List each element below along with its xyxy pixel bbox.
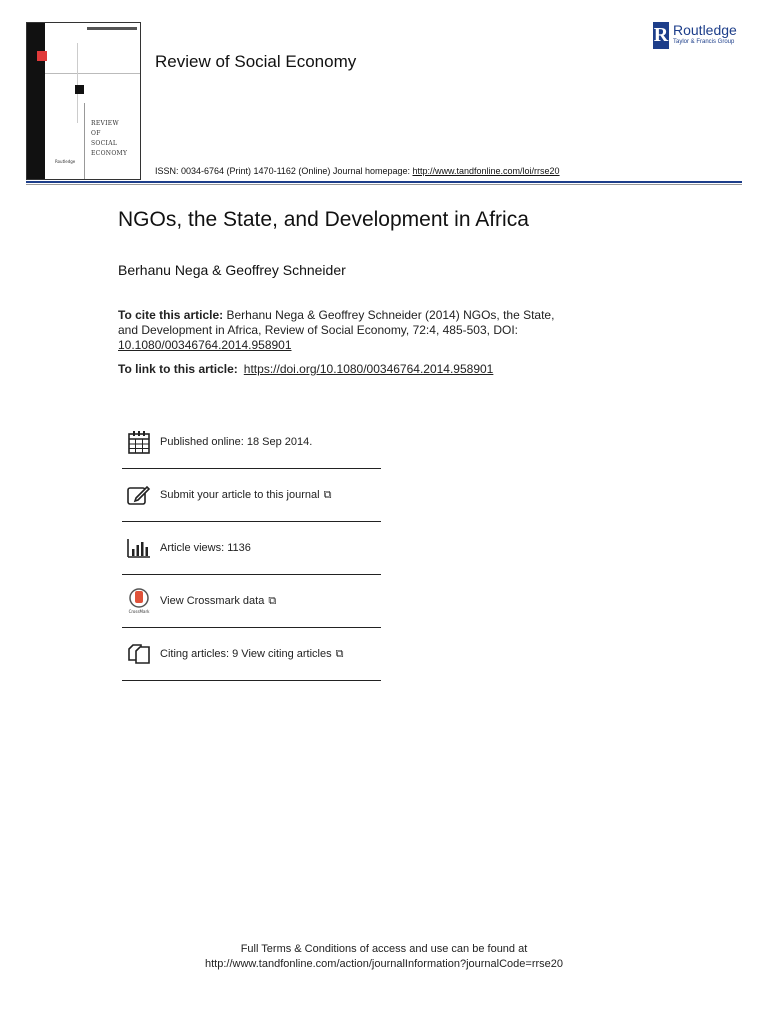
cover-horizontal-line [45, 73, 140, 74]
article-title: NGOs, the State, and Development in Africa [118, 208, 529, 231]
issn-line [155, 166, 560, 176]
crossmark-link[interactable]: View Crossmark data ⧉ [160, 594, 277, 607]
routledge-r-icon: R [653, 22, 669, 49]
journal-cover-image [26, 22, 141, 180]
routledge-logo [653, 22, 737, 49]
external-link-icon: ⧉ [323, 488, 332, 501]
footer-terms [0, 942, 768, 972]
edit-icon [127, 483, 151, 507]
cover-publisher: Routledge [55, 159, 76, 164]
issn-text: ISSN: 0034-6764 (Print) 1470-1162 (Online) Journal homepage: [155, 166, 413, 176]
journal-homepage-link[interactable]: http://www.tandfonline.com/loi/rrse20 [412, 166, 560, 176]
submit-article-link[interactable]: Submit your article to this journal ⧉ [160, 488, 332, 501]
cover-black-band [27, 23, 45, 179]
cover-black-square [75, 85, 84, 94]
citing-articles-link[interactable]: Citing articles: 9 View citing articles ⧉ [160, 647, 344, 660]
submit-article-row[interactable] [122, 469, 381, 522]
article-link-line [118, 362, 493, 376]
article-views-row [122, 522, 381, 575]
header-rule [26, 181, 742, 183]
published-online-row [122, 416, 381, 469]
external-link-icon: ⧉ [335, 647, 344, 660]
cite-doi-link[interactable]: 10.1080/00346764.2014.958901 [118, 338, 292, 352]
crossmark-row[interactable] [122, 575, 381, 628]
link-label: To link to this article: [118, 362, 238, 376]
logo-name: Routledge [673, 22, 737, 38]
calendar-icon [127, 430, 151, 454]
footer-terms-link[interactable]: http://www.tandfonline.com/action/journalInformation?journalCode=rrse20 [204, 958, 563, 970]
cite-label: To cite this article: [118, 308, 224, 322]
article-views-label: Article views: 1136 [160, 542, 251, 554]
citation-block [118, 308, 568, 353]
article-doi-link[interactable]: https://doi.org/10.1080/00346764.2014.958901 [243, 362, 494, 376]
cover-divider [84, 103, 85, 179]
cover-vertical-line [77, 43, 78, 123]
external-link-icon: ⧉ [268, 594, 277, 607]
article-info-list [122, 416, 381, 681]
header-rule-thin [26, 184, 742, 185]
published-online-label: Published online: 18 Sep 2014. [160, 436, 313, 448]
article-authors: Berhanu Nega & Geoffrey Schneider [118, 262, 346, 278]
cover-top-bar [87, 27, 137, 30]
cover-journal-title: REVIEW OF SOCIAL ECONOMY [91, 120, 128, 157]
crossmark-icon [127, 589, 151, 613]
cite-text: Berhanu Nega & Geoffrey Schneider (2014) NGOs, the State, and Development in Africa, Review of Social Economy, 72:4, 485-503, DOI: [118, 308, 555, 337]
logo-tagline: Taylor & Francis Group [673, 39, 735, 45]
footer-line-1: Full Terms & Conditions of access and use can be found at [240, 943, 528, 955]
svg-text:CrossMark: CrossMark [128, 609, 150, 614]
citing-icon [127, 642, 151, 666]
bar-chart-icon [127, 536, 151, 560]
cover-red-square [37, 51, 47, 61]
journal-title: Review of Social Economy [155, 52, 357, 71]
citing-articles-row[interactable] [122, 628, 381, 681]
